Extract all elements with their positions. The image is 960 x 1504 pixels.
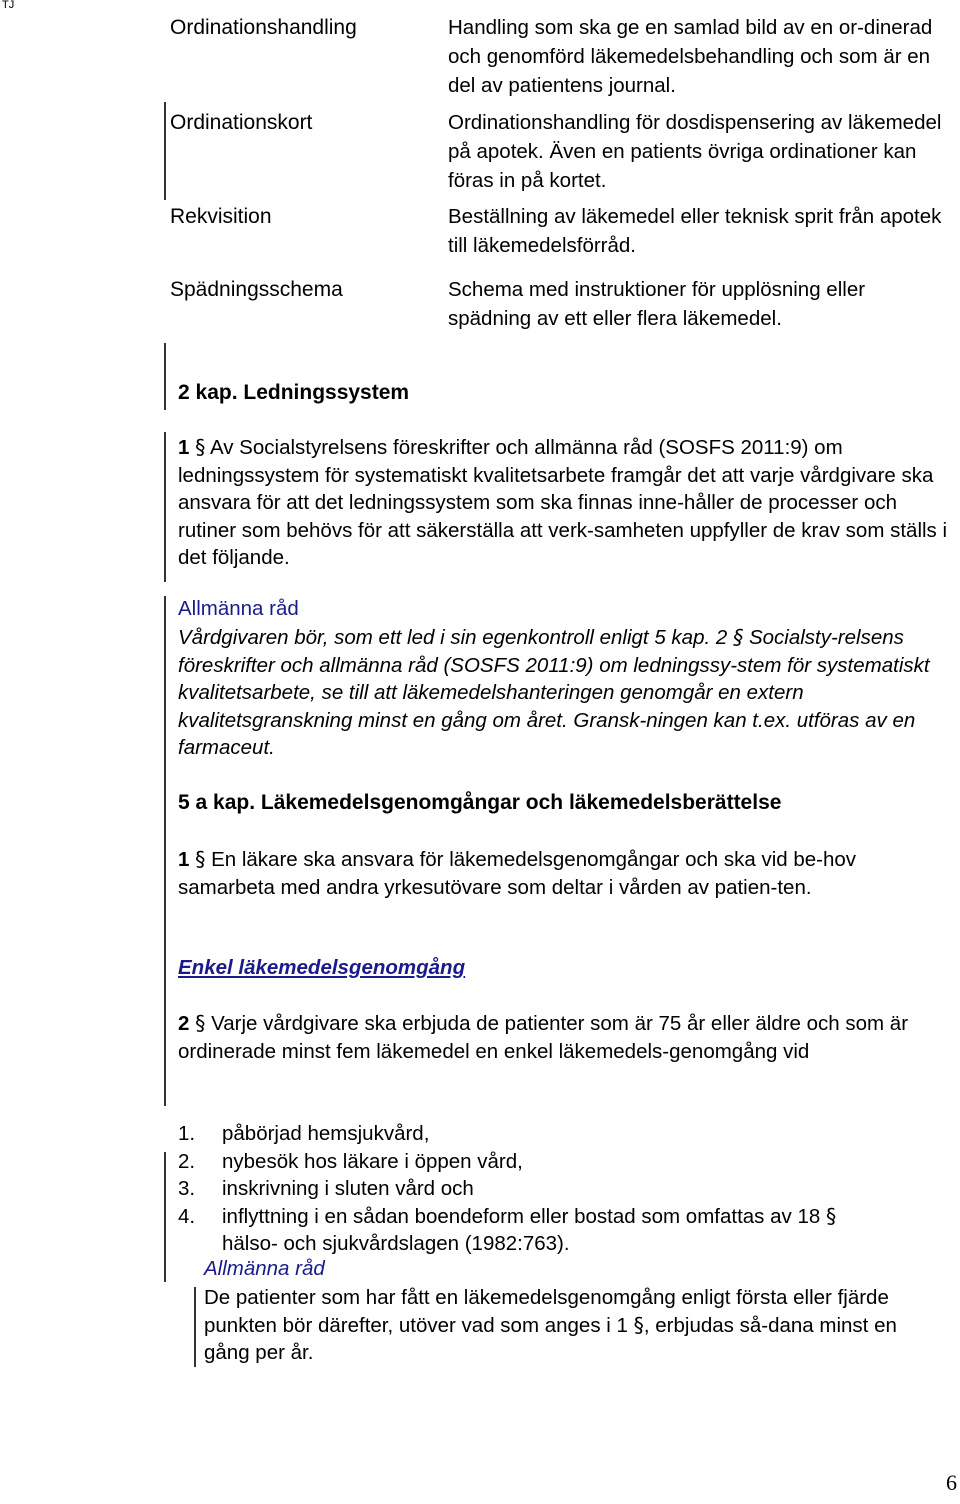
definition-term: Ordinationskort [170,111,313,134]
page-number: 6 [946,1470,957,1495]
definition-text: Handling som ska ge en samlad bild av en or-dinerad och genomförd läkemedelsbehandling och som är en del av patientens journal. [448,16,933,97]
general-advice-text [204,1284,944,1367]
definition-term: Rekvisition [170,205,272,228]
list-number: 3. [178,1177,196,1200]
change-bar [164,766,166,1106]
paragraph-text: Av Socialstyrelsens föreskrifter och allmänna råd (SOSFS 2011:9) om ledningssystem för systematiskt kvalitetsarbete framgår det att varje vårdgivare ska ansvara för att det ledningssystem som ska finnas inne-håller de processer och rutiner som behövs för att säkerställa att verk-samheten uppfyller de krav som ställs i det följande. [178,436,948,569]
change-bar [164,343,166,410]
change-bar [164,102,166,200]
subheading: Enkel läkemedelsgenomgång [178,956,466,979]
list-text: inskrivning i sluten vård och [222,1177,474,1200]
section-sign: § [195,1011,206,1035]
list-item [178,1175,948,1203]
list-text: påbörjad hemsjukvård, [222,1122,430,1145]
definition-text: Beställning av läkemedel eller teknisk sprit från apotek till läkemedelsförråd. [448,205,942,257]
paragraph-text: En läkare ska ansvara för läkemedelsgenomgångar och ska vid be-hov samarbeta med andra yrkesutövare som deltar i vården av patien-ten. [178,848,857,899]
section-sign: § [195,847,206,871]
list-text: nybesök hos läkare i öppen vård, [222,1149,523,1173]
paragraph-number: 1 [178,848,190,871]
advice-text-part: Vårdgivaren bör, som ett led i sin egenkontroll enligt 5 kap. 2 [178,626,728,649]
paragraph-number: 1 [178,436,190,459]
numbered-list [178,1120,948,1258]
list-text-part: inflyttning i en sådan boendeform eller bostad som omfattas av 18 [222,1204,821,1228]
advice-text-part: , erbjudas så-dana minst en gång per år. [204,1313,897,1364]
list-number: 4. [178,1204,196,1228]
section-sign: § [633,1312,644,1337]
definition-text: Schema med instruktioner för upplösning eller spädning av ett eller flera läkemedel. [448,278,866,330]
paragraph-text: Varje vårdgivare ska erbjuda de patienter som är 75 år eller äldre och som är ordinerade minst fem läkemedel en enkel läkemedels-genomgång vid [178,1012,909,1063]
list-item [178,1203,948,1231]
list-text [222,1203,836,1231]
section-sign: § [195,435,206,459]
definition-term: Spädningsschema [170,278,343,301]
chapter-2-heading: 2 kap. Ledningssystem [178,381,410,404]
header-initials: TJ [2,0,15,11]
general-advice-heading: Allmänna råd [204,1257,325,1280]
ch2-paragraph-1 [178,434,950,572]
list-item-continuation [178,1230,948,1258]
section-sign: § [732,625,744,649]
section-sign: § [825,1203,837,1228]
change-bar [164,1152,166,1282]
list-number: 2. [178,1149,196,1173]
definition-text: Ordinationshandling för dosdispensering av läkemedel på apotek. Även en patients övriga ordinationer kan föras in på kortet. [448,111,942,192]
ch5a-paragraph-1 [178,846,950,901]
list-text: hälso- och sjukvårdslagen (1982:763). [222,1232,570,1255]
advice-text-part: De patienter som har fått en läkemedelsgenomgång enligt första eller fjärde punkten bör därefter, utöver vad som anges i 1 [204,1286,889,1337]
general-advice-heading: Allmänna råd [178,597,299,620]
advice-text-part: Socialsty-relsens föreskrifter och allmänna råd (SOSFS 2011:9) om ledningssy-stem för systematiskt kvalitetsarbete, se till att läkemedelshanteringen genomgår en extern kvalitetsgranskning minst en gång om året. Gransk-ningen kan t.ex. utföras av en farmaceut. [178,626,930,759]
ch5a-paragraph-2 [178,1010,950,1065]
definition-term: Ordinationshandling [170,16,357,39]
change-bar [164,596,166,766]
list-item [178,1148,948,1176]
general-advice-text [178,624,950,762]
paragraph-number: 2 [178,1012,190,1035]
change-bar [194,1287,196,1367]
change-bar [164,432,166,582]
chapter-5a-heading: 5 a kap. Läkemedelsgenomgångar och läkemedelsberättelse [178,791,782,814]
list-number: 1. [178,1122,196,1145]
list-item [178,1120,948,1148]
